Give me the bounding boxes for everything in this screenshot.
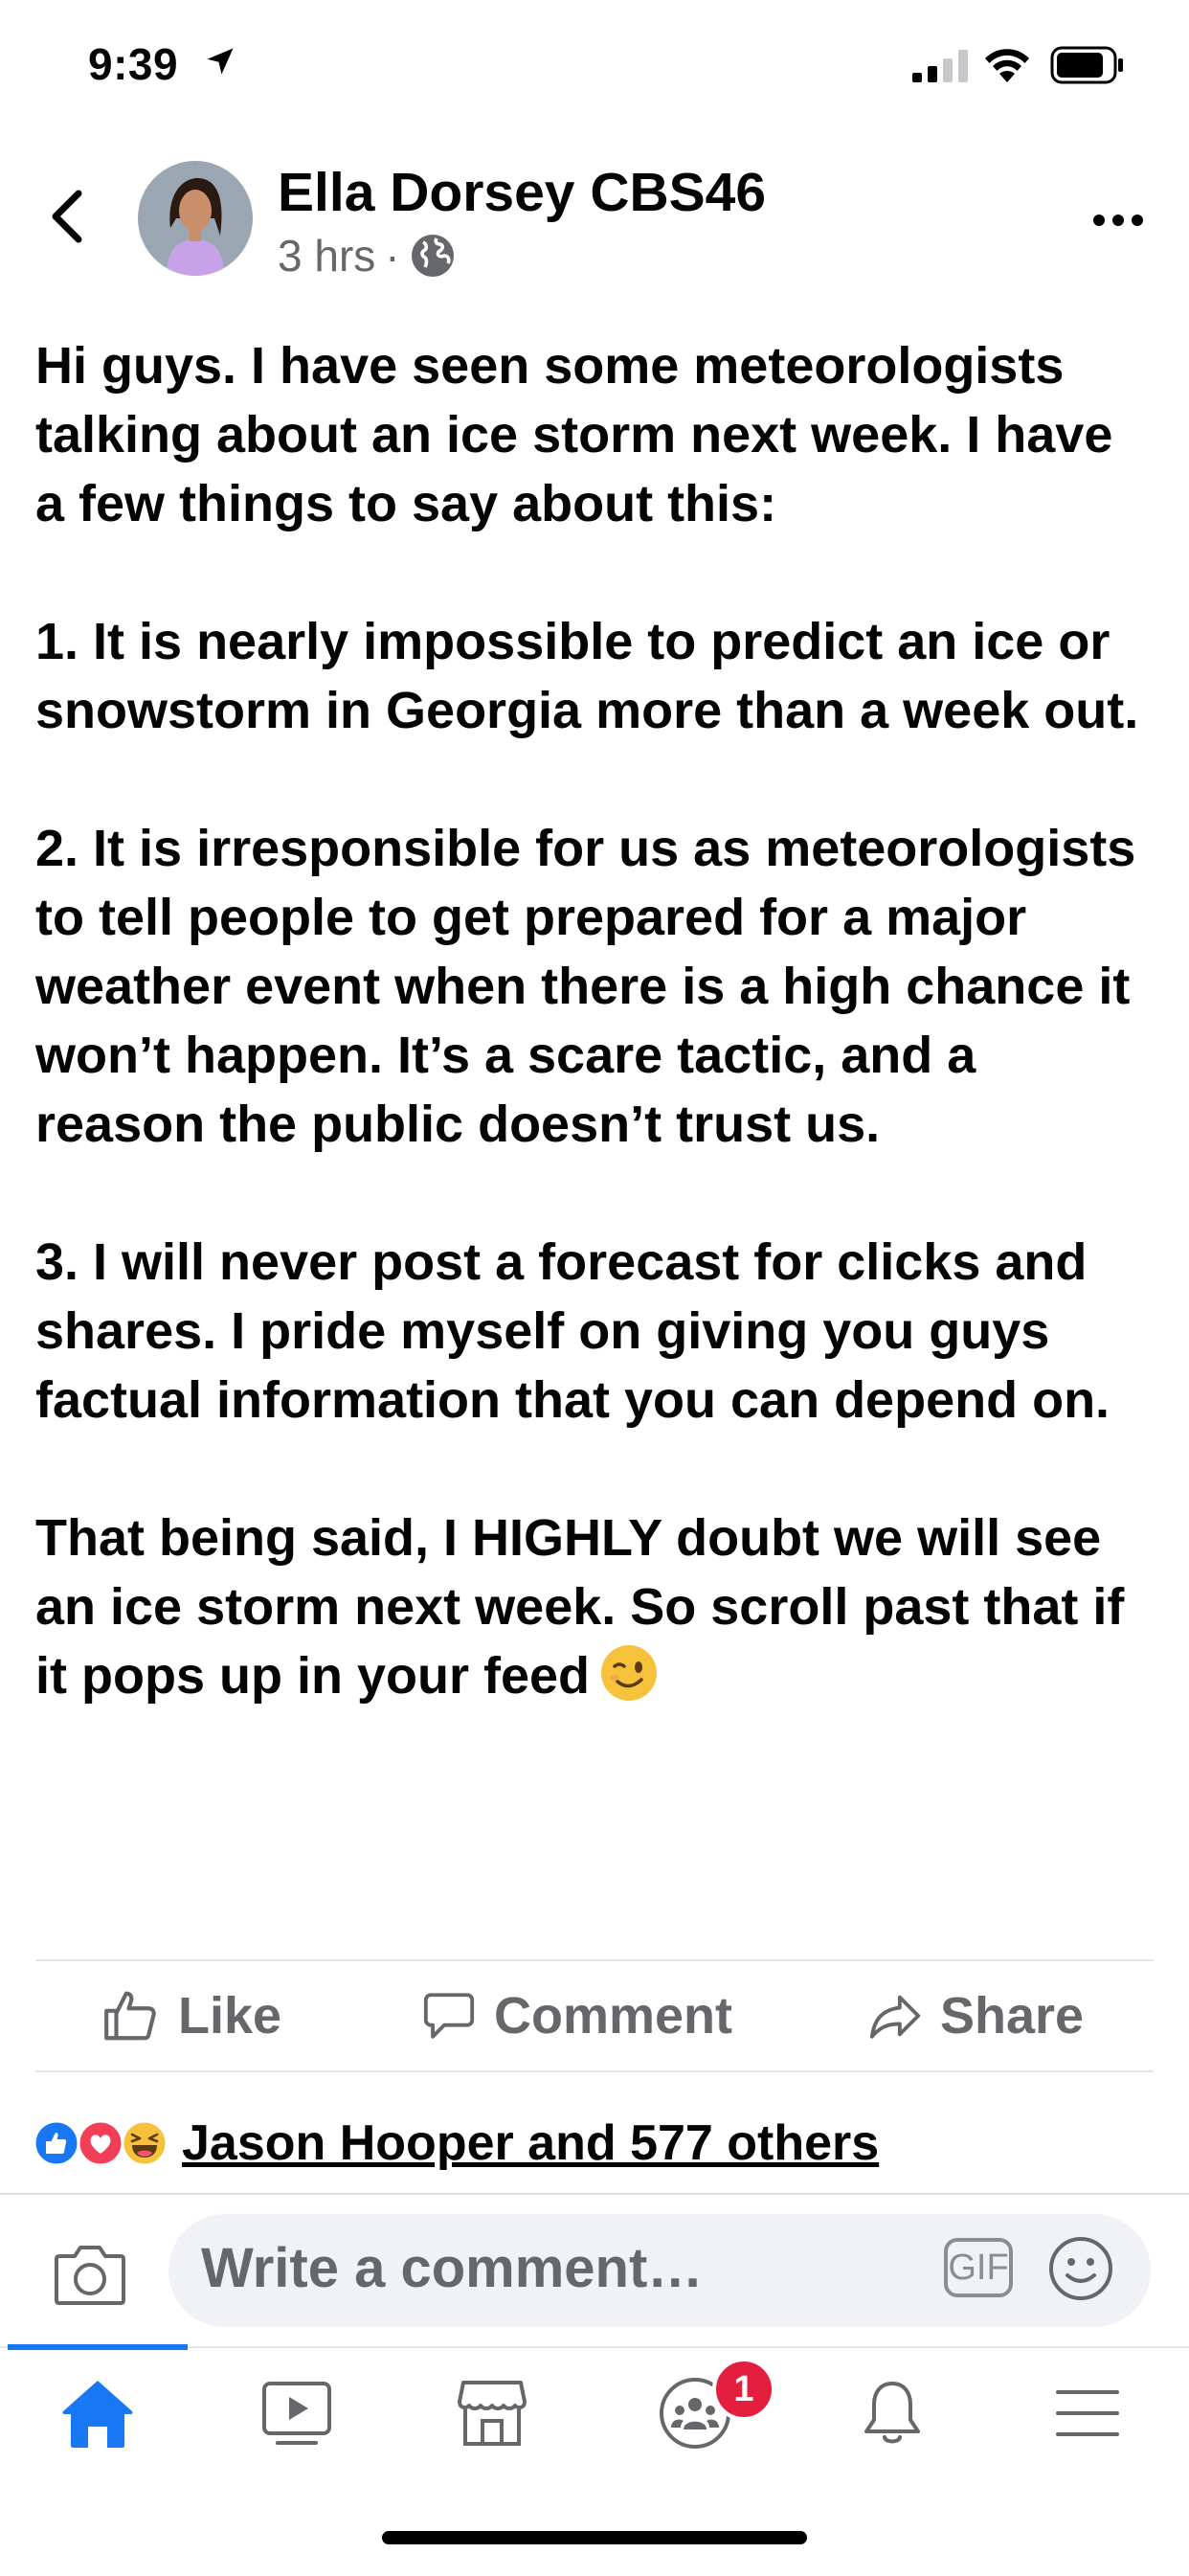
meta-separator: · <box>385 231 400 281</box>
tab-notifications[interactable] <box>844 2365 940 2461</box>
cellular-signal-icon <box>912 50 968 82</box>
more-horizontal-icon[interactable] <box>1091 211 1145 230</box>
comment-button[interactable] <box>421 1982 732 2049</box>
post-paragraph: Hi guys. I have seen some meteorologists talking about an ice storm next week. I have a few things to say about this: <box>35 337 1113 532</box>
post-time[interactable]: 3 hrs <box>278 231 376 281</box>
author-name[interactable]: Ella Dorsey CBS46 <box>278 162 767 223</box>
divider <box>35 2070 1154 2072</box>
video-play-icon <box>260 2380 333 2447</box>
post-paragraph-last <box>35 1503 1155 1710</box>
thumbs-up-icon <box>101 1986 161 2045</box>
globe-icon <box>410 233 456 279</box>
status-time: 9:39 <box>88 39 179 89</box>
tab-watch[interactable] <box>249 2365 345 2461</box>
avatar-photo <box>138 161 253 276</box>
reactions-summary[interactable]: Jason Hooper and 577 others <box>182 2115 880 2171</box>
haha-reaction-icon <box>121 2119 168 2167</box>
bell-icon <box>859 2378 926 2449</box>
post-body <box>35 331 1155 1710</box>
author-avatar[interactable] <box>138 161 253 276</box>
winking-face-emoji <box>599 1643 659 1703</box>
groups-notification-badge: 1 <box>712 2358 775 2421</box>
post-paragraph: That being said, I HIGHLY doubt we will see an ice storm next week. So scroll past that if it pops up in your feed <box>35 1509 1125 1705</box>
battery-icon <box>1050 46 1125 84</box>
like-label: Like <box>178 1987 282 2045</box>
gif-button[interactable]: GIF <box>944 2238 1013 2297</box>
location-arrow-icon <box>203 44 237 79</box>
camera-icon[interactable] <box>54 2243 126 2306</box>
like-reaction-icon <box>33 2119 80 2167</box>
share-label: Share <box>940 1987 1085 2045</box>
share-arrow-icon <box>867 1988 923 2044</box>
wifi-icon <box>983 46 1031 82</box>
comment-label: Comment <box>494 1987 733 2045</box>
tab-home[interactable] <box>50 2365 146 2461</box>
love-reaction-icon <box>77 2119 124 2167</box>
reactions-row[interactable] <box>33 2110 879 2177</box>
back-chevron-icon[interactable] <box>44 188 90 245</box>
comment-input-placeholder[interactable]: Write a comment… <box>201 2237 704 2299</box>
tab-marketplace[interactable] <box>444 2365 540 2461</box>
hamburger-menu-icon <box>1054 2384 1121 2442</box>
post-paragraph: 1. It is nearly impossible to predict an ice or snowstorm in Georgia more than a week out. <box>35 613 1139 739</box>
storefront-icon <box>456 2379 528 2448</box>
home-icon <box>59 2377 136 2450</box>
post-meta <box>278 230 456 282</box>
comment-bubble-icon <box>421 1988 477 2044</box>
smiley-icon[interactable] <box>1047 2235 1114 2302</box>
share-button[interactable] <box>867 1982 1084 2049</box>
post-paragraph: 3. I will never post a forecast for clicks and shares. I pride myself on giving you guys factual information that you can depend on. <box>35 1233 1110 1429</box>
like-button[interactable] <box>101 1982 281 2049</box>
active-tab-indicator <box>8 2344 188 2350</box>
home-indicator <box>382 2531 807 2544</box>
post-paragraph: 2. It is irresponsible for us as meteorologists to tell people to get prepared for a major weather event when there is a high chance it won’t happen. It’s a scare tactic, and a reason the public doesn’t trust us. <box>35 820 1136 1153</box>
divider <box>35 1959 1154 1961</box>
tab-menu[interactable] <box>1040 2365 1135 2461</box>
